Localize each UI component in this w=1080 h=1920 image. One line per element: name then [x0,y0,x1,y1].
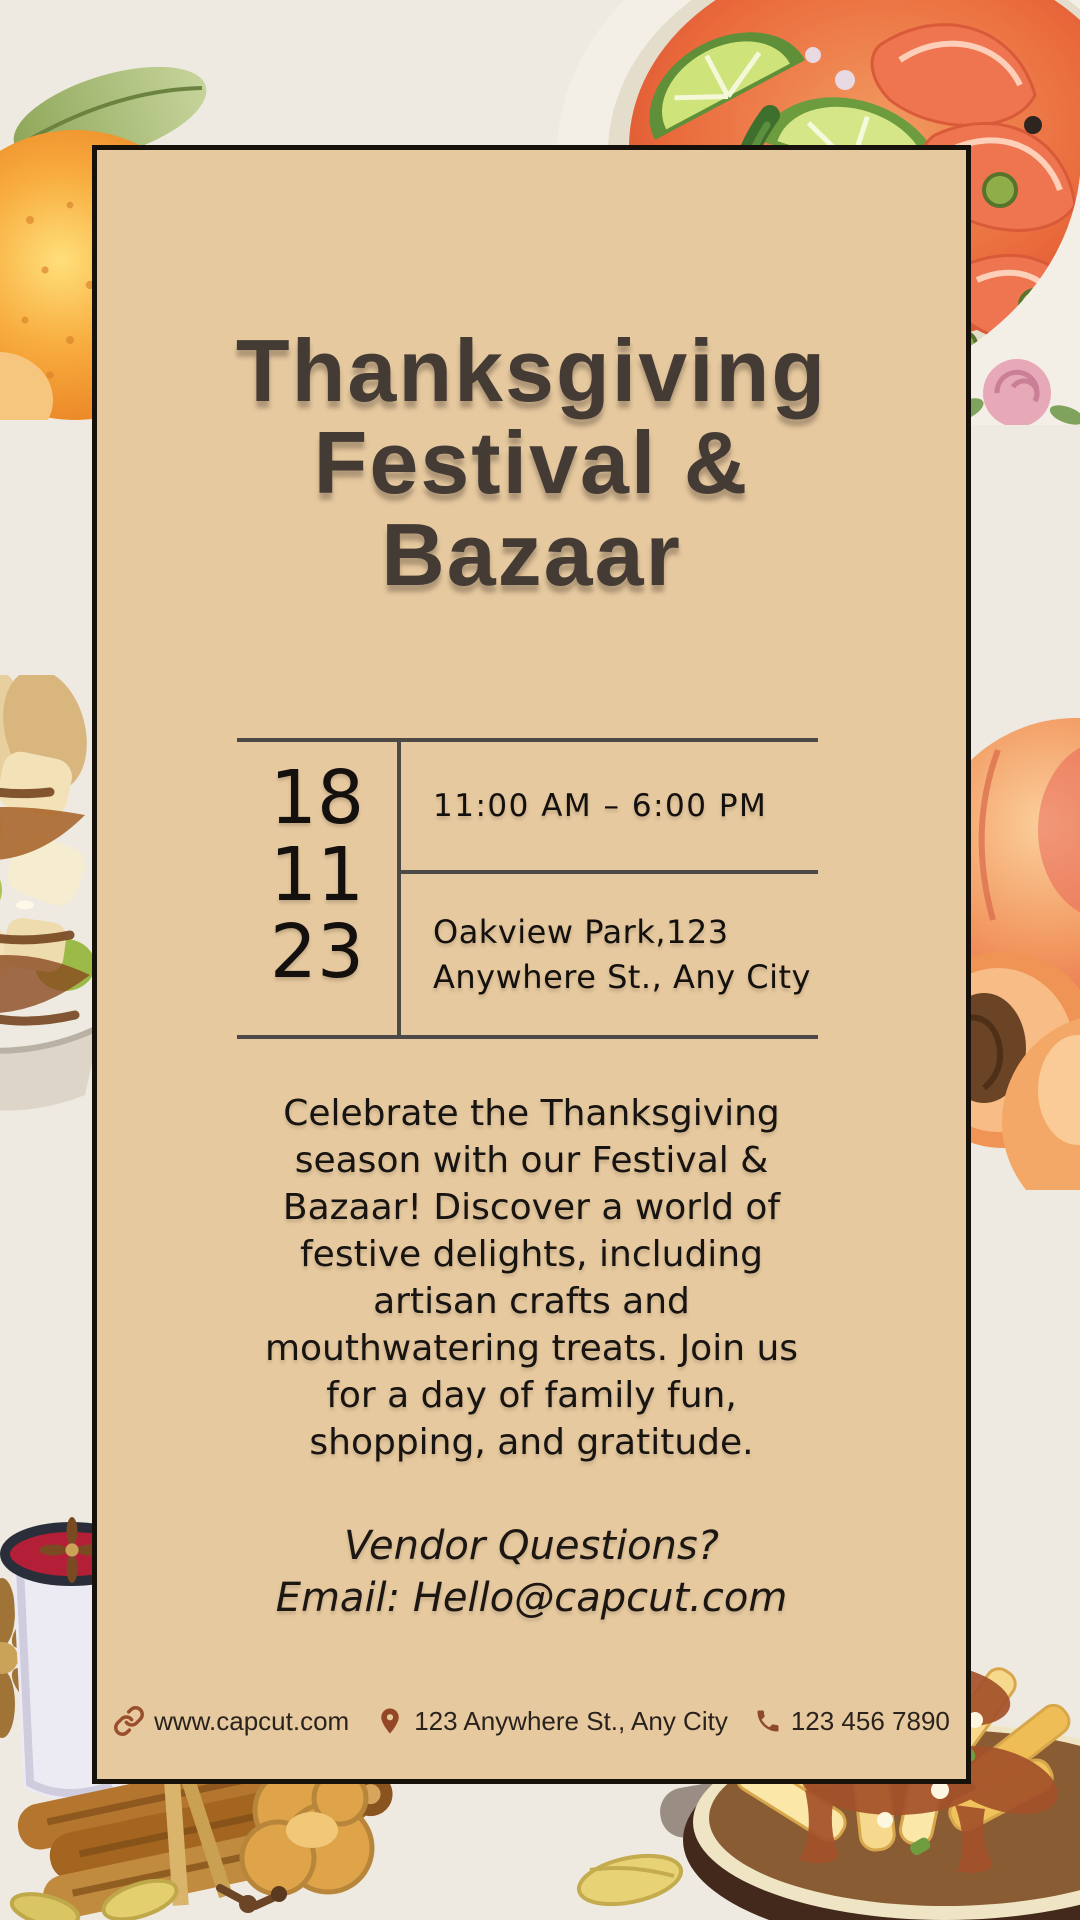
description-line: artisan crafts and [373,1281,690,1322]
vendor-email: Email: Hello@capcut.com [275,1575,788,1621]
title-line-3: Bazaar [381,505,682,604]
event-time [401,742,818,874]
footer-website-group [113,1705,349,1737]
description-line: season with our Festival & [294,1140,769,1181]
footer-phone: 123 456 7890 [790,1705,950,1736]
description-line: Celebrate the Thanksgiving [283,1093,780,1134]
footer-address-group [375,1706,728,1737]
description-line: Bazaar! Discover a world of [282,1187,781,1228]
description-line: shopping, and gratitude. [309,1422,754,1463]
event-location-line-2: Anywhere St., Any City [433,957,811,996]
event-description [97,1090,966,1466]
event-location [401,874,818,1035]
footer-website: www.capcut.com [154,1705,350,1736]
title-line-1: Thanksgiving [235,321,828,420]
vendor-contact [97,1520,966,1624]
event-date-day: 18 [269,755,365,841]
description-line: for a day of family fun, [326,1375,737,1416]
description-line: festive delights, including [300,1234,763,1275]
description-line: mouthwatering treats. Join us [264,1328,799,1369]
event-details-table [237,738,818,1039]
event-date-year: 23 [269,909,365,995]
event-location-line-1: Oakview Park,123 [433,912,729,951]
footer-address: 123 Anywhere St., Any City [414,1705,728,1736]
contact-footer [97,1705,966,1737]
caramel-apple-bowl-illustration [0,675,95,1115]
footer-phone-group [754,1706,950,1737]
link-icon [113,1705,145,1737]
event-date-month: 11 [269,832,365,918]
event-time-text: 11:00 AM – 6:00 PM [433,788,768,824]
poster-title [97,321,966,604]
title-line-2: Festival & [313,413,750,512]
vendor-question: Vendor Questions? [344,1523,719,1569]
event-date [237,742,401,1035]
peaches-illustration [958,690,1080,1190]
phone-icon [754,1707,782,1735]
location-pin-icon [375,1706,405,1736]
event-info [401,742,818,1035]
invitation-card [92,145,971,1784]
